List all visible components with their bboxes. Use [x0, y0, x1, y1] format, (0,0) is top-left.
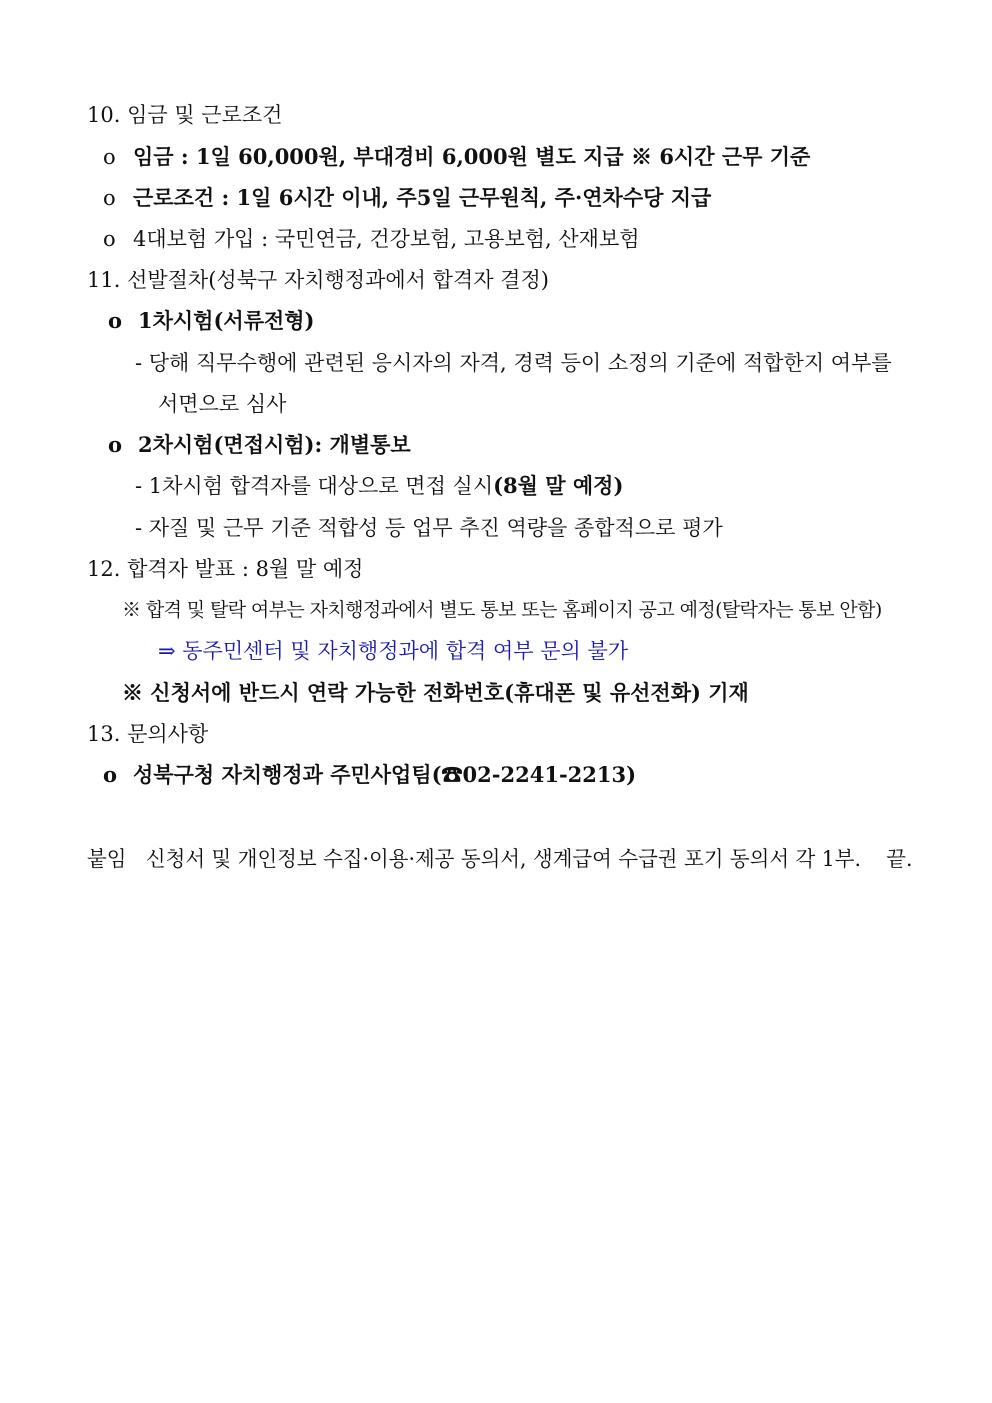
- attachment-label: 붙임: [87, 847, 127, 871]
- stage2-desc2: - 자질 및 근무 기준 적합성 등 업무 추진 역량을 종합적으로 평가: [135, 516, 723, 540]
- attachment-end: 끝.: [886, 847, 913, 871]
- section-10-heading: 10. 임금 및 근로조건: [87, 103, 283, 127]
- bullet-circle-icon: o: [103, 186, 116, 210]
- bullet-circle-icon: o: [108, 432, 123, 457]
- stage1-title: [108, 307, 315, 335]
- bullet-circle-icon: o: [108, 308, 123, 333]
- stage2-desc1-date: (8월 말 예정): [493, 473, 624, 498]
- stage1-desc-line1: - 당해 직무수행에 관련된 응시자의 자격, 경력 등이 소정의 기준에 적합한지 여부를: [135, 351, 892, 375]
- stage2-desc1-prefix: - 1차시험 합격자를 대상으로 면접 실시: [135, 474, 494, 498]
- work-conditions-item: [103, 184, 711, 212]
- insurance-text: 4대보험 가입 : 국민연금, 건강보험, 고용보험, 산재보험: [133, 227, 640, 251]
- attachment-text: 신청서 및 개인정보 수집·이용·제공 동의서, 생계급여 수급권 포기 동의서 각 1부.: [145, 847, 861, 871]
- attachment-line: [87, 845, 912, 873]
- wage-item: [103, 143, 810, 171]
- stage2-title: [108, 431, 411, 459]
- section-11-heading: 11. 선발절차(성북구 자치행정과에서 합격자 결정): [87, 268, 549, 292]
- work-conditions-text: 근로조건 : 1일 6시간 이내, 주5일 근무원칙, 주·연차수당 지급: [133, 185, 712, 210]
- stage1-desc-line2: 서면으로 심사: [158, 392, 287, 416]
- stage2-desc1: [135, 472, 623, 500]
- bullet-circle-icon: o: [103, 762, 118, 787]
- result-note: ※ 합격 및 탈락 여부는 자치행정과에서 별도 통보 또는 홈페이지 공고 예정(탈락자는 통보 안함): [122, 599, 882, 621]
- bullet-circle-icon: o: [103, 227, 116, 251]
- bullet-circle-icon: o: [103, 145, 116, 169]
- wage-text: 임금 : 1일 60,000원, 부대경비 6,000원 별도 지급 ※ 6시간 근무 기준: [133, 144, 811, 169]
- section-12-heading: 12. 합격자 발표 : 8월 말 예정: [87, 557, 364, 581]
- stage1-title-text: 1차시험(서류전형): [138, 308, 315, 333]
- stage2-title-text: 2차시험(면접시험): 개별통보: [138, 432, 411, 457]
- phone-required-note: ※ 신청서에 반드시 연락 가능한 전화번호(휴대폰 및 유선전화) 기재: [122, 680, 749, 705]
- contact-item: [103, 761, 636, 789]
- insurance-item: [103, 225, 640, 253]
- contact-text: 성북구청 자치행정과 주민사업팀(☎02-2241-2213): [133, 762, 637, 787]
- section-13-heading: 13. 문의사항: [87, 722, 209, 746]
- inquiry-not-allowed-note: ⇒ 동주민센터 및 자치행정과에 합격 여부 문의 불가: [158, 639, 629, 663]
